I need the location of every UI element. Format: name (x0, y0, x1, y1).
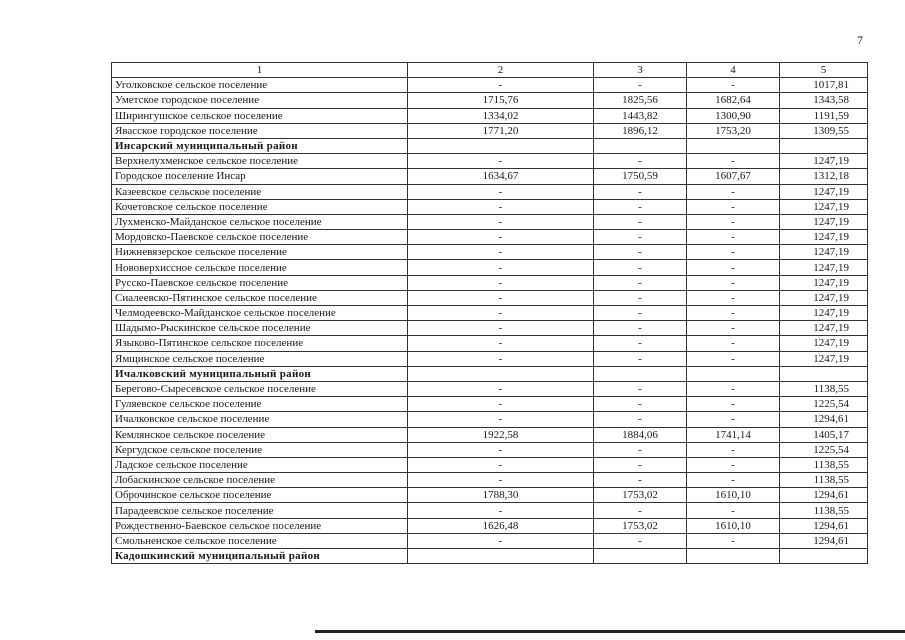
table-row (112, 214, 868, 229)
settlement-name-cell: Русско-Паевское сельское поселение (112, 275, 408, 290)
table-row (112, 306, 868, 321)
value-cell: 1294,61 (780, 412, 868, 427)
value-cell: 1607,67 (687, 169, 780, 184)
value-cell: 1884,06 (594, 427, 687, 442)
value-cell: - (687, 336, 780, 351)
table-row (112, 321, 868, 336)
settlement-name-cell: Рождественно-Баевское сельское поселение (112, 518, 408, 533)
value-cell: - (408, 351, 594, 366)
value-cell: 1247,19 (780, 184, 868, 199)
table-row (112, 230, 868, 245)
settlement-name-cell: Челмодеевско-Майданское сельское поселение (112, 306, 408, 321)
value-cell: - (408, 245, 594, 260)
value-cell: 1750,59 (594, 169, 687, 184)
settlement-name-cell: Смольненское сельское поселение (112, 533, 408, 548)
settlement-name-cell: Ичалковский муниципальный район (112, 366, 408, 381)
value-cell: - (594, 412, 687, 427)
value-cell: - (594, 154, 687, 169)
value-cell: 1247,19 (780, 336, 868, 351)
table-row (112, 245, 868, 260)
value-cell: - (594, 473, 687, 488)
table-row (112, 290, 868, 305)
value-cell: - (408, 321, 594, 336)
value-cell: - (687, 306, 780, 321)
table-row (112, 397, 868, 412)
value-cell: - (408, 381, 594, 396)
value-cell: - (408, 184, 594, 199)
value-cell (687, 549, 780, 564)
value-cell: - (594, 230, 687, 245)
scan-edge-line (315, 630, 905, 633)
value-cell: - (594, 397, 687, 412)
value-cell: - (594, 381, 687, 396)
column-header-1: 1 (112, 63, 408, 78)
value-cell: - (687, 154, 780, 169)
value-cell: 1017,81 (780, 78, 868, 93)
value-cell: 1715,76 (408, 93, 594, 108)
value-cell: - (408, 503, 594, 518)
settlement-name-cell: Явасское городское поселение (112, 123, 408, 138)
table-row (112, 154, 868, 169)
value-cell: 1405,17 (780, 427, 868, 442)
value-cell (408, 366, 594, 381)
table-row (112, 457, 868, 472)
table-row (112, 169, 868, 184)
value-cell: - (687, 78, 780, 93)
value-cell: - (687, 245, 780, 260)
value-cell: 1225,54 (780, 442, 868, 457)
value-cell (780, 138, 868, 153)
tariff-table (111, 62, 868, 564)
value-cell: 1634,67 (408, 169, 594, 184)
value-cell: - (408, 230, 594, 245)
value-cell: - (687, 214, 780, 229)
value-cell: 1138,55 (780, 381, 868, 396)
table-row (112, 78, 868, 93)
value-cell: - (594, 306, 687, 321)
value-cell (594, 366, 687, 381)
value-cell: 1626,48 (408, 518, 594, 533)
value-cell: 1610,10 (687, 518, 780, 533)
table-row (112, 488, 868, 503)
value-cell: - (687, 503, 780, 518)
value-cell: 1610,10 (687, 488, 780, 503)
value-cell: - (408, 473, 594, 488)
column-header-5: 5 (780, 63, 868, 78)
table-row (112, 442, 868, 457)
value-cell: 1247,19 (780, 245, 868, 260)
value-cell: - (408, 275, 594, 290)
value-cell: 1138,55 (780, 503, 868, 518)
value-cell: - (687, 321, 780, 336)
value-cell: - (687, 457, 780, 472)
settlement-name-cell: Кергудское сельское поселение (112, 442, 408, 457)
value-cell: - (594, 184, 687, 199)
value-cell (594, 138, 687, 153)
settlement-name-cell: Верхнелухменское сельское поселение (112, 154, 408, 169)
value-cell: - (408, 457, 594, 472)
value-cell (687, 138, 780, 153)
table-row (112, 503, 868, 518)
value-cell: - (408, 214, 594, 229)
value-cell: - (408, 412, 594, 427)
value-cell: - (687, 199, 780, 214)
value-cell: - (594, 214, 687, 229)
table-row (112, 260, 868, 275)
value-cell: - (687, 442, 780, 457)
value-cell: - (408, 78, 594, 93)
table-row (112, 518, 868, 533)
value-cell: 1771,20 (408, 123, 594, 138)
settlement-name-cell: Кадошкинский муниципальный район (112, 549, 408, 564)
value-cell: - (408, 154, 594, 169)
value-cell: 1225,54 (780, 397, 868, 412)
value-cell: 1825,56 (594, 93, 687, 108)
settlement-name-cell: Инсарский муниципальный район (112, 138, 408, 153)
value-cell: - (594, 442, 687, 457)
settlement-name-cell: Ширингушское сельское поселение (112, 108, 408, 123)
value-cell: 1443,82 (594, 108, 687, 123)
value-cell: - (687, 351, 780, 366)
value-cell: - (687, 230, 780, 245)
value-cell: 1247,19 (780, 290, 868, 305)
value-cell: - (408, 290, 594, 305)
settlement-name-cell: Кочетовское сельское поселение (112, 199, 408, 214)
table-row (112, 412, 868, 427)
settlement-name-cell: Ладское сельское поселение (112, 457, 408, 472)
value-cell: - (594, 199, 687, 214)
value-cell: - (408, 306, 594, 321)
value-cell: - (408, 442, 594, 457)
value-cell: - (687, 533, 780, 548)
value-cell: - (687, 290, 780, 305)
value-cell: 1922,58 (408, 427, 594, 442)
settlement-name-cell: Городское поселение Инсар (112, 169, 408, 184)
table-row (112, 108, 868, 123)
district-header-row (112, 549, 868, 564)
value-cell: 1753,20 (687, 123, 780, 138)
value-cell: - (594, 290, 687, 305)
value-cell: 1138,55 (780, 473, 868, 488)
table-row (112, 351, 868, 366)
settlement-name-cell: Ичалковское сельское поселение (112, 412, 408, 427)
table-header-row (112, 63, 868, 78)
value-cell: 1247,19 (780, 214, 868, 229)
value-cell: 1247,19 (780, 154, 868, 169)
value-cell: - (594, 503, 687, 518)
value-cell: - (594, 533, 687, 548)
column-header-3: 3 (594, 63, 687, 78)
value-cell: 1300,90 (687, 108, 780, 123)
value-cell: - (408, 397, 594, 412)
value-cell: - (594, 245, 687, 260)
settlement-name-cell: Казеевское сельское поселение (112, 184, 408, 199)
settlement-name-cell: Шадымо-Рыскинское сельское поселение (112, 321, 408, 336)
value-cell: - (408, 336, 594, 351)
settlement-name-cell: Берегово-Сыресевское сельское поселение (112, 381, 408, 396)
value-cell: 1343,58 (780, 93, 868, 108)
value-cell (780, 366, 868, 381)
value-cell: 1247,19 (780, 321, 868, 336)
value-cell: - (687, 473, 780, 488)
settlement-name-cell: Нижневязерское сельское поселение (112, 245, 408, 260)
value-cell: 1138,55 (780, 457, 868, 472)
value-cell: 1247,19 (780, 260, 868, 275)
column-header-2: 2 (408, 63, 594, 78)
settlement-name-cell: Лухменско-Майданское сельское поселение (112, 214, 408, 229)
value-cell: 1896,12 (594, 123, 687, 138)
value-cell: - (594, 275, 687, 290)
value-cell: 1294,61 (780, 533, 868, 548)
value-cell: 1191,59 (780, 108, 868, 123)
value-cell: - (687, 381, 780, 396)
settlement-name-cell: Сиалеевско-Пятинское сельское поселение (112, 290, 408, 305)
value-cell: 1682,64 (687, 93, 780, 108)
value-cell: 1247,19 (780, 199, 868, 214)
table-row (112, 427, 868, 442)
value-cell: 1309,55 (780, 123, 868, 138)
value-cell: - (594, 457, 687, 472)
settlement-name-cell: Гуляевское сельское поселение (112, 397, 408, 412)
value-cell: 1753,02 (594, 488, 687, 503)
value-cell: - (687, 184, 780, 199)
value-cell: 1334,02 (408, 108, 594, 123)
table-row (112, 275, 868, 290)
district-header-row (112, 366, 868, 381)
value-cell (408, 138, 594, 153)
table-row (112, 336, 868, 351)
value-cell: - (408, 199, 594, 214)
district-header-row (112, 138, 868, 153)
table-row (112, 533, 868, 548)
settlement-name-cell: Ямщинское сельское поселение (112, 351, 408, 366)
value-cell: - (594, 336, 687, 351)
value-cell: 1247,19 (780, 230, 868, 245)
settlement-name-cell: Кемлянское сельское поселение (112, 427, 408, 442)
value-cell: 1247,19 (780, 306, 868, 321)
value-cell: 1312,18 (780, 169, 868, 184)
table-row (112, 184, 868, 199)
settlement-name-cell: Уголковское сельское поселение (112, 78, 408, 93)
page-number: 7 (857, 33, 863, 47)
settlement-name-cell: Парадеевское сельское поселение (112, 503, 408, 518)
value-cell: - (594, 351, 687, 366)
value-cell (780, 549, 868, 564)
table-row (112, 199, 868, 214)
value-cell: 1247,19 (780, 275, 868, 290)
settlement-name-cell: Лобаскинское сельское поселение (112, 473, 408, 488)
value-cell: - (687, 397, 780, 412)
value-cell: 1788,30 (408, 488, 594, 503)
value-cell: - (594, 321, 687, 336)
value-cell: - (594, 260, 687, 275)
value-cell: 1753,02 (594, 518, 687, 533)
table-row (112, 123, 868, 138)
table-row (112, 93, 868, 108)
value-cell: 1294,61 (780, 518, 868, 533)
value-cell: 1741,14 (687, 427, 780, 442)
value-cell: - (408, 533, 594, 548)
value-cell (408, 549, 594, 564)
value-cell: 1294,61 (780, 488, 868, 503)
settlement-name-cell: Мордовско-Паевское сельское поселение (112, 230, 408, 245)
value-cell: - (408, 260, 594, 275)
value-cell: - (687, 275, 780, 290)
column-header-4: 4 (687, 63, 780, 78)
table-row (112, 381, 868, 396)
settlement-name-cell: Нововерхиссное сельское поселение (112, 260, 408, 275)
settlement-name-cell: Оброчинское сельское поселение (112, 488, 408, 503)
value-cell: 1247,19 (780, 351, 868, 366)
value-cell (687, 366, 780, 381)
value-cell: - (687, 412, 780, 427)
table-row (112, 473, 868, 488)
settlement-name-cell: Уметское городское поселение (112, 93, 408, 108)
value-cell (594, 549, 687, 564)
settlement-name-cell: Языково-Пятинское сельское поселение (112, 336, 408, 351)
value-cell: - (594, 78, 687, 93)
value-cell: - (687, 260, 780, 275)
